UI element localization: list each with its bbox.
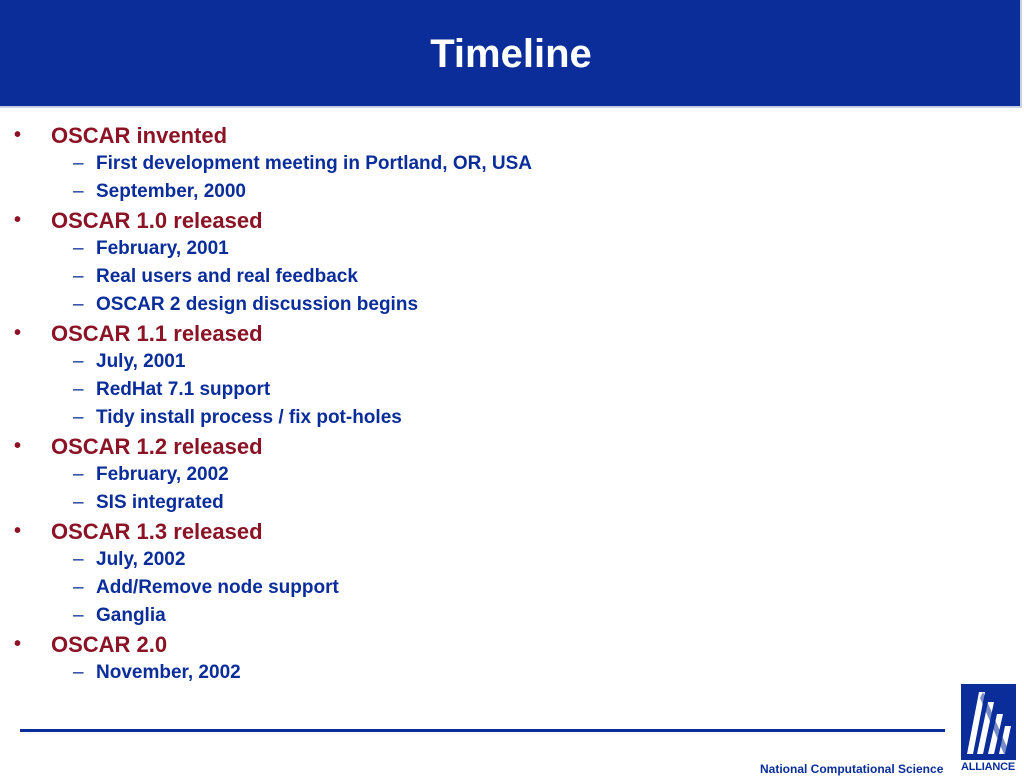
timeline-item xyxy=(14,178,914,206)
timeline-item xyxy=(14,546,914,574)
dash-icon: – xyxy=(73,407,84,428)
timeline-heading xyxy=(14,206,914,235)
dash-icon: – xyxy=(73,351,84,372)
alliance-logo-word: ALLIANCE xyxy=(961,761,1016,773)
dash-icon: – xyxy=(73,605,84,626)
dash-icon: – xyxy=(73,577,84,598)
timeline-item xyxy=(14,348,914,376)
timeline-item-text: Add/Remove node support xyxy=(96,577,339,598)
timeline-item xyxy=(14,291,914,319)
alliance-logo-icon xyxy=(961,684,1016,760)
bullet-icon: • xyxy=(14,520,22,542)
timeline-heading xyxy=(14,432,914,461)
bullet-icon: • xyxy=(14,124,22,146)
timeline-item-text: OSCAR 2 design discussion begins xyxy=(96,294,419,315)
timeline-heading-text: OSCAR 1.2 released xyxy=(51,434,263,459)
bullet-icon: • xyxy=(14,322,22,344)
timeline-item xyxy=(14,150,914,178)
timeline-heading-text: OSCAR 1.3 released xyxy=(51,519,263,544)
bullet-icon: • xyxy=(14,209,22,231)
dash-icon: – xyxy=(73,492,84,513)
timeline-item-text: September, 2000 xyxy=(96,181,246,202)
timeline-outline xyxy=(14,121,914,687)
timeline-heading xyxy=(14,319,914,348)
dash-icon: – xyxy=(73,153,84,174)
timeline-item-text: July, 2002 xyxy=(96,549,186,570)
dash-icon: – xyxy=(73,379,84,400)
timeline-item-text: SIS integrated xyxy=(96,492,224,513)
dash-icon: – xyxy=(73,294,84,315)
timeline-item-text: First development meeting in Portland, OR, USA xyxy=(96,153,532,174)
timeline-item xyxy=(14,489,914,517)
title-bar xyxy=(0,0,1022,108)
timeline-item xyxy=(14,235,914,263)
dash-icon: – xyxy=(73,464,84,485)
dash-icon: – xyxy=(73,266,84,287)
timeline-heading-text: OSCAR 1.0 released xyxy=(51,208,263,233)
timeline-heading-text: OSCAR 2.0 xyxy=(51,632,168,657)
timeline-item-text: February, 2002 xyxy=(96,464,229,485)
timeline-item xyxy=(14,404,914,432)
timeline-item xyxy=(14,263,914,291)
timeline-heading xyxy=(14,630,914,659)
footer-organization: National Computational Science xyxy=(760,762,944,776)
dash-icon: – xyxy=(73,662,84,683)
slide-title: Timeline xyxy=(430,32,592,76)
timeline-item xyxy=(14,602,914,630)
footer-divider xyxy=(20,729,945,732)
bullet-icon: • xyxy=(14,633,22,655)
timeline-heading xyxy=(14,517,914,546)
timeline-item-text: Ganglia xyxy=(96,605,166,626)
timeline-item xyxy=(14,461,914,489)
dash-icon: – xyxy=(73,181,84,202)
timeline-item-text: November, 2002 xyxy=(96,662,241,683)
dash-icon: – xyxy=(73,549,84,570)
timeline-item-text: February, 2001 xyxy=(96,238,229,259)
timeline-heading-text: OSCAR 1.1 released xyxy=(51,321,263,346)
timeline-item xyxy=(14,376,914,404)
timeline-item-text: Real users and real feedback xyxy=(96,266,358,287)
timeline-heading xyxy=(14,121,914,150)
bullet-icon: • xyxy=(14,435,22,457)
timeline-item-text: RedHat 7.1 support xyxy=(96,379,271,400)
timeline-item xyxy=(14,574,914,602)
timeline-item-text: July, 2001 xyxy=(96,351,186,372)
timeline-item-text: Tidy install process / fix pot-holes xyxy=(96,407,402,428)
timeline-item xyxy=(14,659,914,687)
dash-icon: – xyxy=(73,238,84,259)
timeline-heading-text: OSCAR invented xyxy=(51,123,228,148)
